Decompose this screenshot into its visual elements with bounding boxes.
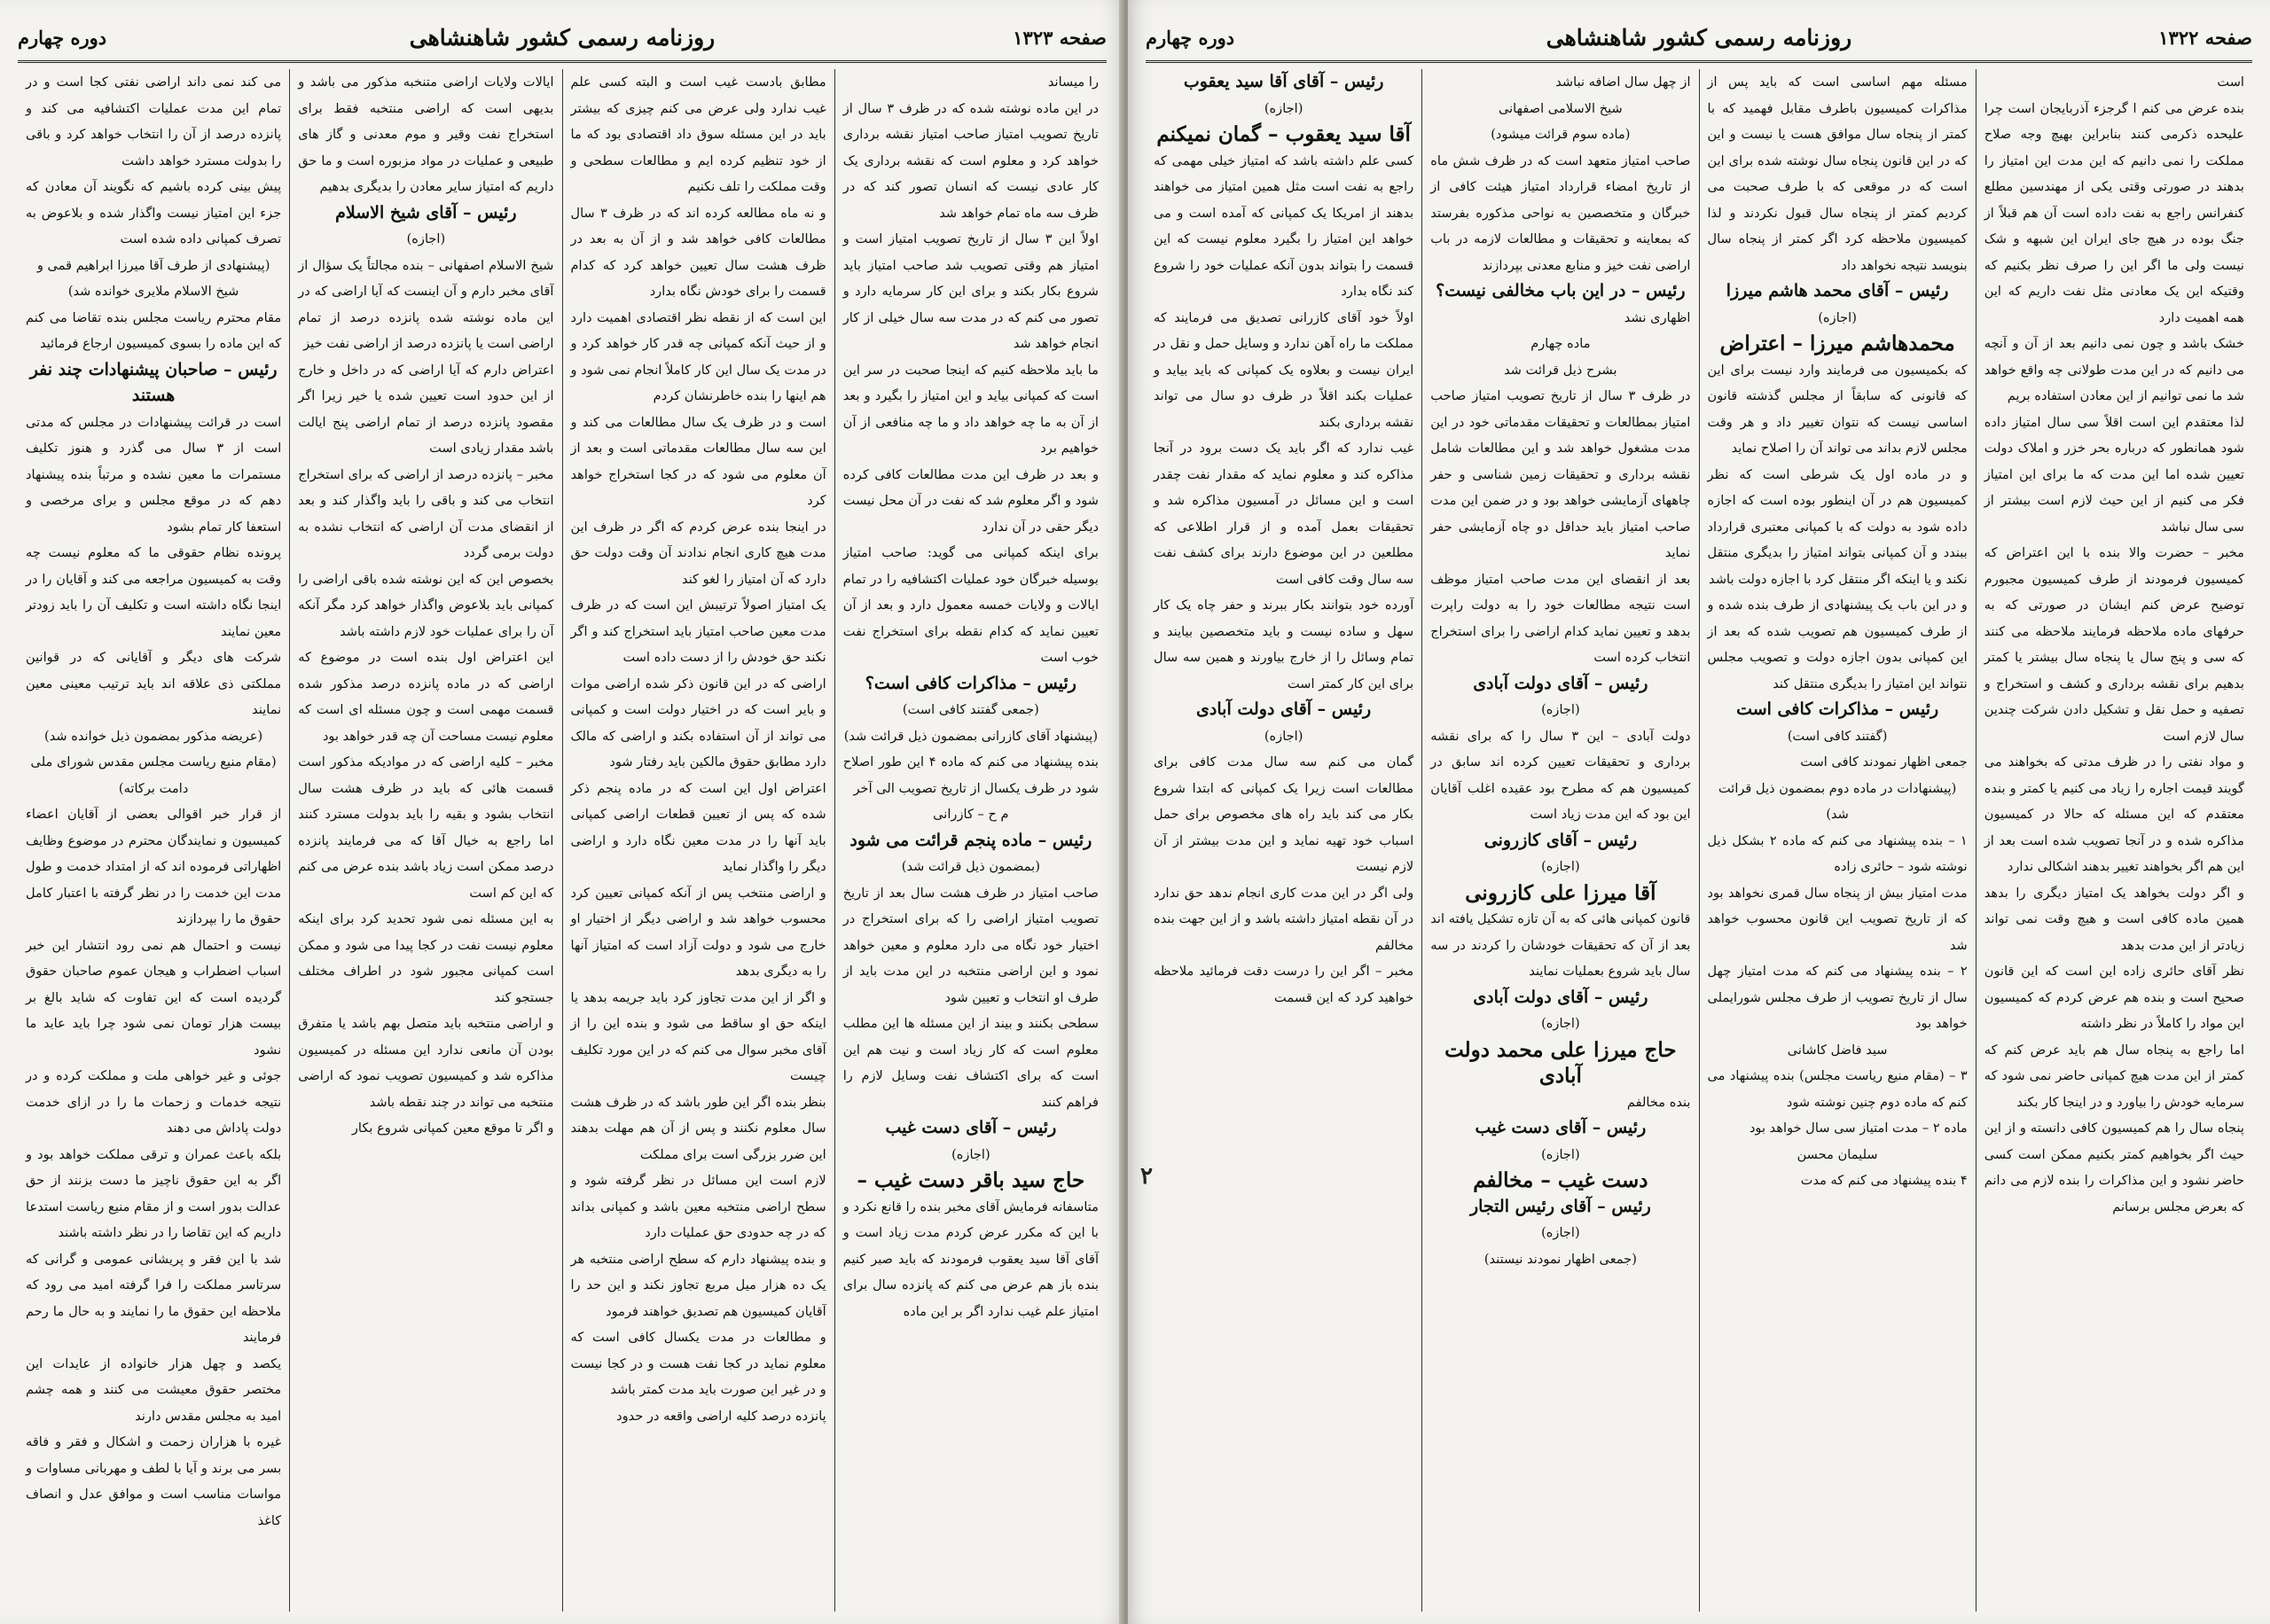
speaker-heading: رئیس – آقای دست غیب bbox=[1475, 1118, 1647, 1137]
paragraph: خشک باشد و چون نمی دانیم بعد از آن و آنچه می دانیم که در این مدت طولانی چه واقع خواهد شد ما نمی توانیم از این معادن استفاده بریم bbox=[1984, 336, 2244, 403]
paragraph: نظر آقای حائری زاده این است که این قانون صحیح است و بنده هم عرض کردم که کمیسیون این مواد را کاملاً در نظر داشته bbox=[1984, 964, 2244, 1031]
speaker-heading: رئیس – آقای دست غیب bbox=[885, 1118, 1057, 1137]
paragraph: در ظرف ۳ سال از تاریخ تصویب امتیاز صاحب امتیاز بمطالعات و تحقیقات مقدماتی خود در این مدت مشغول خواهد شد و این مطالعات شامل نقشه برداری و تحقیقات زمین شناسی و حفر چاههای آزمایشی خواهد بود و در ضمن این مدت صاحب امتیاز باید حداقل دو چاه آزمایشی حفر نماید bbox=[1430, 388, 1691, 560]
paragraph: بعد از انقضای این مدت صاحب امتیاز موظف است نتیجه مطالعات خود را به دولت راپرت بدهد و تعیین نماید کدام اراضی را برای استخراج انتخاب کرده است bbox=[1430, 571, 1691, 665]
paragraph: و در این باب یک پیشنهادی از طرف بنده شده و از طرف کمیسیون هم تصویب شده که بعد از این کمپانی بدون اجازه دولت و تصویب مجلس نتواند این امتیاز را بدیگری منتقل کند bbox=[1707, 597, 1968, 691]
left-page-column bbox=[290, 69, 562, 1612]
signature-line: م ح – کازرانی bbox=[933, 807, 1009, 822]
paragraph: آورده خود بتوانند بکار ببرند و حفر چاه یک کار سهل و ساده نیست و باید متخصصین بیایند و تمام وسائل را از خارج بیاورند و همین سه سال برای این کار کمتر است bbox=[1154, 597, 1414, 691]
parenthetical-note: (جمعی گفتند کافی است) bbox=[902, 702, 1039, 717]
paragraph: و اراضی منتخبه باید متصل بهم باشد یا متفرق بودن آن مانعی ندارد این مسئله در کمیسیون مذاکره شد و کمیسیون تصویب نمود که اراضی منتخبه می تواند در چند نقطه باشد bbox=[298, 1016, 554, 1110]
paragraph: پنجاه سال را هم کمیسیون کافی دانسته و از این حیث اگر بخواهیم کمتر بکنیم ممکن است کسی حاضر نشود و این مذاکرات را بنده لازم می دانم که بعرض مجلس برسانم bbox=[1984, 1120, 2244, 1214]
speaker-heading: رئیس – آقای آقا سید یعقوب bbox=[1183, 72, 1384, 91]
paragraph: اظهاری نشد bbox=[1624, 309, 1691, 325]
paragraph: در این ماده نوشته شده که در ظرف ۳ سال از تاریخ تصویب امتیاز صاحب امتیاز نقشه برداری خواهد کرد و معلوم است که نقشه برداری یک کار عادی نیست که انسان تصور کند که در ظرف سه ماه تمام خواهد شد bbox=[842, 100, 1099, 221]
paragraph: بنظر بنده اگر این طور باشد که در ظرف هشت سال معلوم نکنند و پس از آن هم مهلت بدهند این ضرر بزرگی است برای مملکت bbox=[570, 1094, 826, 1162]
paragraph: و اراضی منتخب پس از آنکه کمپانی تعیین کرد محسوب خواهد شد و اراضی دیگر از اختیار او خارج می شود و دولت آزاد است که امتیاز آنها را به دیگری بدهد bbox=[570, 885, 826, 979]
speaker-heading: آقا سید یعقوب – گمان نمیکنم bbox=[1156, 122, 1411, 146]
paragraph: و مواد نفتی را در ظرف مدتی که بخواهند می گویند قیمت اجاره را زیاد می کنیم یا کمتر و بنده معتقدم که این مسئله که حالا در کمیسیون مذاکره شده و در آنجا تصویب شده است بعد از این هم اگر بخواهند تغییر بدهند اشکالی ندارد bbox=[1984, 754, 2244, 874]
left-page-column bbox=[835, 69, 1107, 1612]
right-page-label: صفحه ۱۳۲۲ bbox=[2158, 27, 2252, 49]
paragraph: غیب ندارد که اگر باید یک دست برود در آنجا مذاکره کند و معلوم نماید که مقدار نفت چقدر است و این مسائل در آمسیون مذاکره شد و تحقیقات بعمل آمده و از قرار اطلاعی که مطلعین در این موضوع دارند برای کشف نفت سه سال وقت کافی است bbox=[1154, 441, 1414, 587]
speaker-heading: رئیس – مذاکرات کافی است bbox=[1736, 699, 1939, 719]
paragraph: و اگر از این مدت تجاوز کرد باید جریمه بدهد یا اینکه حق او ساقط می شود و بنده این را از آقای مخبر سوال می کنم که در این مورد تکلیف چیست bbox=[570, 989, 826, 1083]
speaker-heading: حاج سید باقر دست غیب – bbox=[857, 1168, 1085, 1192]
paragraph: صاحب امتیاز متعهد است که در ظرف شش ماه از تاریخ امضاء قرارداد امتیاز هیئت کافی از خبرگان و متخصصین به نواحی مذکوره بفرستد که بمعاینه و تحقیقات و مطالعات لازمه در باب اراضی نفت خیز و منابع معدنی بپردازند bbox=[1430, 152, 1691, 273]
right-page-header bbox=[1146, 20, 2252, 63]
paragraph: نیست و احتمال هم نمی رود انتشار این خبر اسباب اضطراب و هیجان عموم صاحبان حقوق گردیده است که این تفاوت که شاید بالغ بر بیست هزار تومان نمی شود چرا باید عاید ما نشود bbox=[26, 937, 282, 1058]
paragraph: ما باید ملاحظه کنیم که اینجا صحبت در سر این است که کمپانی بیاید و این امتیاز را بگیرد و بعد از آن به ما چه خواهد داد و ما چه منافعی از آن خواهیم برد bbox=[842, 362, 1099, 456]
speaker-heading: رئیس – در این باب مخالفی نیست؟ bbox=[1436, 281, 1686, 301]
paragraph: و نه ماه مطالعه کرده اند که در ظرف ۳ سال مطالعات کافی خواهد شد و از آن به بعد در ظرف هشت سال تعیین خواهد کرد که کدام قسمت را برای خودش نگاه بدارد bbox=[570, 205, 826, 299]
paragraph: متاسفانه فرمایش آقای مخبر بنده را قانع نکرد و با این که مکرر عرض کردم مدت زیاد است و آقای آقا سید یعقوب فرمودند که باید صبر کنیم بنده باز هم عرض می کنم که پانزده سال برای امتیاز علم غیب ندارد اگر بر این ماده bbox=[842, 1198, 1099, 1319]
speaker-heading: رئیس – آقای رئیس التجار bbox=[1469, 1196, 1651, 1216]
paragraph: در اینجا بنده عرض کردم که اگر در ظرف این مدت هیچ کاری انجام ندادند آن وقت دولت حق دارد که آن امتیاز را لغو کند bbox=[570, 519, 826, 587]
paragraph: یک امتیاز اصولاً ترتیبش این است که در ظرف مدت معین صاحب امتیاز باید استخراج کند و اگر نکند حق خودش را از دست داده است bbox=[570, 597, 826, 665]
paragraph: مطابق بادست غیب است و البته کسی علم غیب ندارد ولی عرض می کنم چیزی که بیشتر باید در این مسئله سوق داد اقتصادی بود که ما از خود تنظیم کرده ایم و مطالعات سطحی و وقت مملکت را تلف نکنیم bbox=[570, 74, 826, 194]
paragraph: قانون کمپانی هائی که به آن تازه تشکیل یافته اند بعد از آن که تحقیقات خودشان را کردند در سه سال باید شروع بعملیات نمایند bbox=[1430, 911, 1691, 979]
paragraph: کسی علم داشته باشد که امتیاز خیلی مهمی که راجع به نفت است مثل همین امتیاز می خواهند بدهند از امریکا یک کمپانی که آمده است و می خواهد این امتیاز را بگیرد معلوم نیست که این قسمت را بتواند بدون آنکه عملیات خود را شروع کند نگاه بدارد bbox=[1154, 152, 1414, 299]
left-page-column bbox=[18, 69, 290, 1612]
parenthetical-note: (اجازه) bbox=[1541, 702, 1580, 717]
signature-line: ماده چهارم bbox=[1530, 336, 1591, 351]
speaker-heading: رئیس – آقای دولت آبادی bbox=[1473, 987, 1648, 1007]
paragraph: است در قرائت پیشنهادات در مجلس که مدتی است از ۳ سال می گذرد و هنوز تکلیف مستمرات ما معین نشده و مرتباً بنده پیشنهاد دهم که در موقع مجلس و برای مرخصی و استعفا کار تمام بشود bbox=[26, 414, 282, 535]
paragraph: مخبر – پانزده درصد از اراضی که برای استخراج انتخاب می کند و باقی را باید واگذار کند و بعد از انقضای مدت آن اراضی که انتخاب نشده به دولت برمی گردد bbox=[298, 466, 554, 560]
left-page-header bbox=[18, 20, 1107, 63]
paragraph: اعتراض اول این است که در ماده پنجم ذکر شده که پس از تعیین قطعات اراضی کمپانی باید آنها را در مدت معین نگاه دارد و اراضی دیگر را واگذار نماید bbox=[570, 780, 826, 874]
right-page-column bbox=[1976, 69, 2252, 1612]
parenthetical-note: (پیشنهادات در ماده دوم بمضمون ذیل قرائت شد) bbox=[1718, 780, 1957, 822]
right-page-column bbox=[1700, 69, 1976, 1612]
paragraph: مخبر – حضرت والا بنده با این اعتراض که کمیسیون فرمودند از طرف کمیسیون مجبورم توضیح عرض کنم ایشان در صورتی که به حرفهای ماده ملاحظه فرمایند ملاحظه می کنند که سی و پنج سال یا پنجاه سال بیشتر یا کمتر بدهیم برای نقشه برداری و کشف و استخراج و تصفیه و حمل نقل و تشکیل دادن شرکت چندین سال لازم است bbox=[1984, 545, 2244, 744]
paragraph: اراضی که در این قانون ذکر شده اراضی موات و بایر است که در اختیار دولت است و کمپانی می تواند از آن استفاده بکند و اراضی که مالک دارد مطابق حقوق مالکین باید رفتار شود bbox=[570, 675, 826, 769]
paragraph: گمان می کنم سه سال مدت کافی برای مطالعات است زیرا یک کمپانی که ابتدا شروع بکار می کند باید راه های مخصوص برای حمل اسباب خود تهیه نماید و این مدت بیشتر از آن لازم نیست bbox=[1154, 754, 1414, 874]
paragraph: برای اینکه کمپانی می گوید: صاحب امتیاز بوسیله خبرگان خود عملیات اکتشافیه را در تمام ایالات و ولایات خمسه معمول دارد و بعد از آن تعیین نماید که کدام نقطه برای استخراج نفت خوب است bbox=[842, 545, 1099, 665]
paragraph: و بنده پیشنهاد دارم که سطح اراضی منتخبه هر یک ده هزار میل مربع تجاوز نکند و این حد را آقایان کمیسیون هم تصدیق خواهند فرمود bbox=[570, 1251, 826, 1319]
paragraph: ۴ بنده پیشنهاد می کنم که مدت bbox=[1800, 1173, 1968, 1188]
speaker-heading: رئیس – آقای کازرونی bbox=[1483, 830, 1638, 850]
paragraph: بخصوص این که این نوشته شده باقی اراضی را کمپانی باید بلاعوض واگذار خواهد کرد مگر آنکه آن را برای عملیات خود لازم داشته باشد bbox=[298, 571, 554, 639]
left-page-period: دوره چهارم bbox=[18, 27, 107, 49]
paragraph: و بعد در ظرف این مدت مطالعات کافی کرده شود و اگر معلوم شد که نفت در آن محل نیست دیگر حقی در آن ندارد bbox=[842, 466, 1099, 535]
left-page bbox=[0, 0, 1124, 1624]
paragraph: شرکت های دیگر و آقایانی که در قوانین مملکتی ذی علاقه اند باید ترتیب معینی معین نمایند bbox=[26, 650, 282, 717]
parenthetical-note: (اجازه) bbox=[406, 231, 446, 246]
left-page-title: روزنامه رسمی کشور شاهنشاهی bbox=[409, 25, 716, 51]
paragraph: و در ماده اول یک شرطی است که نظر کمیسیون هم در آن اینطور بوده است که اجازه داده شود به دولت که با کمپانی معتبری قرارداد ببندد و آن کمپانی بتواند امتیاز را بدیگری منتقل نکند و یا اینکه اگر منتقل کرد با اجازه دولت باشد bbox=[1707, 466, 1968, 587]
paragraph: مسئله مهم اساسی است که باید پس از مذاکرات کمیسیون باطرف مقابل فهمید که با کمتر از پنجاه سال موافق هست یا نیست و این که در این قانون پنجاه سال نوشته شده برای این است که در موقعی که با طرف صحبت می کردیم کمتر از پنجاه سال قبول نکردند و لذا کمیسیون ملاحظه کرد اگر کمتر از پنجاه سال بنویسد نتیجه نخواهد داد bbox=[1707, 74, 1968, 273]
paragraph: مدت امتیاز بیش از پنجاه سال قمری نخواهد بود که از تاریخ تصویب این قانون محسوب خواهد شد bbox=[1707, 885, 1968, 953]
paragraph: این است که از نقطه نظر اقتصادی اهمیت دارد و از حیث آنکه کمپانی چه قدر کار خواهد کرد و در مدت یک سال این کار کاملاً انجام نمی شود و هم اینها را بنده خاطرنشان کردم bbox=[570, 309, 826, 403]
right-page-period: دوره چهارم bbox=[1146, 27, 1235, 49]
parenthetical-note: (اجازه) bbox=[1541, 859, 1580, 874]
parenthetical-note: (ماده سوم قرائت میشود) bbox=[1491, 127, 1631, 142]
parenthetical-note: (اجازه) bbox=[1541, 1016, 1580, 1031]
parenthetical-note: (اجازه) bbox=[1541, 1146, 1580, 1162]
right-page-column bbox=[1146, 69, 1422, 1612]
paragraph: ماده ۲ – مدت امتیاز سی سال خواهد بود bbox=[1749, 1120, 1968, 1136]
paragraph: از قرار خبر اقوالی بعضی از آقایان اعضاء کمیسیون و نمایندگان محترم در موضوع وظایف اظهاراتی فرموده اند که از امتداد خدمت و طول مدت این خدمت را در نظر گرفته با اعتبار کامل حقوق ما را بپردازند bbox=[26, 807, 282, 926]
paragraph: شیخ الاسلام اصفهانی – بنده مجالتاً یک سؤال از آقای مخبر دارم و آن اینست که آیا اراضی که در این ماده نوشته شده پانزده درصد از تمام اراضی است یا پانزده درصد از اراضی نفت خیز bbox=[298, 257, 554, 351]
paragraph: ۳ – (مقام منیع ریاست مجلس) بنده پیشنهاد می کنم که ماده دوم چنین نوشته شود bbox=[1707, 1068, 1968, 1110]
speaker-heading: آقا میرزا علی کازرونی bbox=[1465, 880, 1656, 905]
paragraph: جوئی و غیر خواهی ملت و مملکت کرده و در نتیجه خدمات و زحمات ما را در ازای خدمت دولت پاداش می دهند bbox=[26, 1068, 282, 1136]
paragraph: ولی اگر در این مدت کاری انجام ندهد حق ندارد در آن نقطه امتیاز داشته باشد و از این جهت بنده مخالفم bbox=[1154, 885, 1414, 953]
paragraph: که بکمیسیون می فرمایند وارد نیست برای این که قانونی که سابقاً از مجلس گذشته قانون اساسی نیست که نتوان تغییر داد و هر وقت مجلس لازم بداند می تواند آن را اصلاح نماید bbox=[1707, 362, 1968, 456]
paragraph: می کند نمی داند اراضی نفتی کجا است و در تمام این مدت عملیات اکتشافیه می کند و پانزده درصد از آن را انتخاب خواهد کرد و باقی را بدولت مسترد خواهد داشت bbox=[26, 74, 282, 168]
speaker-heading: حاج میرزا علی محمد دولت آبادی bbox=[1444, 1037, 1677, 1088]
paragraph: است bbox=[2217, 74, 2244, 90]
margin-mark: ۲ bbox=[1140, 1163, 1153, 1190]
left-page-column bbox=[563, 69, 835, 1612]
paragraph: مقام محترم ریاست مجلس بنده تقاضا می کنم که این ماده را بسوی کمیسیون ارجاع فرمائید bbox=[26, 309, 282, 351]
right-page-title: روزنامه رسمی کشور شاهنشاهی bbox=[1546, 25, 1852, 51]
paragraph: مخبر – اگر این را درست دقت فرمائید ملاحظه خواهید کرد که این قسمت bbox=[1154, 964, 1414, 1005]
parenthetical-note: (مقام منیع ریاست مجلس مقدس شورای ملی دامت برکاته) bbox=[30, 754, 277, 796]
speaker-heading: دست غیب – مخالفم bbox=[1473, 1168, 1648, 1192]
paragraph: صاحب امتیاز در ظرف هشت سال بعد از تاریخ تصویب امتیاز اراضی را که برای استخراج در اختیار خود نگاه می دارد معلوم و معین خواهد نمود و این اراضی منتخبه در این مدت باید از طرف او انتخاب و تعیین شود bbox=[842, 885, 1099, 1005]
parenthetical-note: (پیشنهادی از طرف آقا میرزا ابراهیم قمی و شیخ الاسلام ملایری خوانده شد) bbox=[36, 257, 270, 299]
parenthetical-note: (اجازه) bbox=[951, 1146, 990, 1162]
speaker-heading: رئیس – آقای دولت آبادی bbox=[1473, 673, 1648, 693]
paragraph: بنده پیشنهاد می کنم که ماده ۴ این طور اصلاح شود در ظرف یکسال از تاریخ تصویب الی آخر bbox=[842, 754, 1099, 796]
speaker-heading: رئیس – صاحبان پیشنهادات چند نفر هستند bbox=[29, 359, 278, 405]
paragraph: و مطالعات در مدت یکسال کافی است که معلوم نماید در کجا نفت هست و در کجا نیست و در غیر این صورت باید مدت کمتر باشد bbox=[570, 1330, 826, 1397]
paragraph: اعتراض دارم که آیا اراضی که در داخل و خارج از این حدود است تعیین شده یا خیر زیرا اگر مقصود پانزده درصد از تمام اراضی پنج ایالت باشد مقدار زیادی است bbox=[298, 362, 554, 456]
paragraph: ۲ – بنده پیشنهاد می کنم که مدت امتیاز چهل سال از تاریخ تصویب از طرف مجلس شورایملی خواهد بود bbox=[1707, 964, 1968, 1031]
paragraph: از چهل سال اضافه نباشد bbox=[1555, 74, 1691, 90]
paragraph: پانزده درصد کلیه اراضی واقعه در حدود bbox=[616, 1408, 826, 1424]
parenthetical-note: بشرح ذیل قرائت شد bbox=[1504, 362, 1617, 378]
paragraph: اولاً این ۳ سال از تاریخ تصویب امتیاز است و امتیاز هم وقتی تصویب شد صاحب امتیاز باید شروع بکار بکند و برای این کار سرمایه دارد و تصور می کنم که در مدت سه سال خیلی از کار انجام خواهد شد bbox=[842, 231, 1100, 351]
paragraph: بلکه باعث عمران و ترقی مملکت خواهد بود و اگر به این حقوق ناچیز ما دست بزنند از حق عدالت بدور است و از مقام منیع ریاست استدعا داریم که این تقاضا را در نظر داشته باشند bbox=[26, 1146, 282, 1240]
paragraph: لذا معتقدم این است اقلاً سی سال امتیاز داده شود همانطور که درباره بحر خزر و املاک دولت تعیین شده اما این مدت که ما برای این امتیاز فکر می کنیم از این حیث لازم است بیشتر از سی سال نباشد bbox=[1984, 414, 2244, 535]
speaker-heading: رئیس – آقای محمد هاشم میرزا bbox=[1726, 281, 1949, 301]
paragraph: یکصد و چهل هزار خانواده از عایدات این مختصر حقوق معیشت می کنند و همه چشم امید به مجلس مقدس دارند bbox=[26, 1355, 282, 1424]
paragraph: ۱ – بنده پیشنهاد می کنم که ماده ۲ بشکل ذیل نوشته شود – حائری زاده bbox=[1707, 832, 1968, 874]
paragraph: را میساند bbox=[1047, 74, 1099, 90]
paragraph: لازم است این مسائل در نظر گرفته شود و سطح اراضی منتخبه معین باشد و کمپانی بداند که در چه حدودی حق عملیات دارد bbox=[570, 1173, 826, 1240]
paragraph: ایالات ولایات اراضی متنخبه مذکور می باشد و بدیهی است که اراضی منتخبه فقط برای استخراج نفت وقیر و موم معدنی و گاز های طبیعی و عملیات در مواد مزبوره است و ما حق داریم که امتیاز سایر معادن را بدیگری بدهیم bbox=[298, 74, 554, 194]
parenthetical-note: (عریضه مذکور بمضمون ذیل خوانده شد) bbox=[44, 728, 263, 744]
parenthetical-note: (بمضمون ذیل قرائت شد) bbox=[901, 859, 1040, 874]
right-page-column bbox=[1422, 69, 1699, 1612]
parenthetical-note: (اجازه) bbox=[1264, 728, 1303, 744]
signature-line: سلیمان محسن bbox=[1796, 1146, 1878, 1162]
signature-line: سید فاضل کاشانی bbox=[1787, 1042, 1888, 1058]
parenthetical-note: (پیشنهاد آقای کازرانی بمضمون ذیل قرائت شد) bbox=[843, 728, 1099, 744]
left-page-columns bbox=[18, 69, 1107, 1612]
parenthetical-note: (اجازه) bbox=[1818, 309, 1857, 325]
right-page-columns bbox=[1146, 69, 2252, 1612]
paragraph: و اگر تا موقع معین کمپانی شروع بکار bbox=[351, 1120, 554, 1136]
speaker-heading: رئیس – ماده پنجم قرائت می شود bbox=[849, 830, 1092, 850]
paragraph: بنده مخالفم bbox=[1626, 1094, 1691, 1110]
parenthetical-note: (جمعی اظهار نمودند نیستند) bbox=[1483, 1251, 1637, 1267]
paragraph: است و در ظرف یک سال مطالعات می کند و این سه سال مطالعات مقدماتی است و بعد از آن معلوم می شود که در کجا استخراج خواهد کرد bbox=[570, 414, 826, 508]
paragraph: غیره با هزاران زحمت و اشکال و فقر و فاقه بسر می برند و آیا با لطف و مهربانی مساوات و مواسات مناسب است و موافق عدل و انصاف کاغذ bbox=[26, 1434, 282, 1528]
speaker-heading: رئیس – مذاکرات کافی است؟ bbox=[865, 673, 1076, 693]
parenthetical-note: (گفتند کافی است) bbox=[1787, 728, 1888, 744]
paragraph: بنده عرض می کنم ا گرجزء آذربایجان است چرا علیحده ذکرمی کنند بنابراین بهیچ وجه صلاح مملکت را نمی دانیم که این مدت این امتیاز را بدهند در صورتی وقتی یکی از مهندسین مطلع کنفرانس راجع به نفت داده است آن هم قبلاً از جنگ بوده در هیچ جای ایران این شبهه و شک نیست ولی ما اگر این را صرف نظر بکنیم که وقتیکه این یک معادنی مثل نفت داریم که این همه اهمیت دارد bbox=[1984, 100, 2244, 325]
paragraph: جمعی اظهار نمودند کافی است bbox=[1800, 754, 1968, 769]
speaker-heading: محمدهاشم میرزا – اعتراض bbox=[1719, 332, 1955, 355]
paragraph: این اعتراض اول بنده است در موضوع که اراضی که در ماده پانزده درصد مذکور شده قسمت مهمی است و چون مسئله ای است که معلوم نیست مساحت آن چه قدر خواهد بود bbox=[298, 650, 554, 744]
paragraph: مخبر – کلیه اراضی که در موادیکه مذکور است قسمت هائی که باید در ظرف هشت سال انتخاب بشود و بقیه را باید بدولت مسترد کنند اما راجع به خیال آقا که می فرمایند پانزده درصد ممکن است زیاد باشد بنده عرض می کنم که این کم است bbox=[298, 754, 554, 901]
speaker-heading: رئیس – آقای دولت آبادی bbox=[1196, 699, 1372, 719]
parenthetical-note: (اجازه) bbox=[1264, 100, 1303, 116]
parenthetical-note: (اجازه) bbox=[1541, 1225, 1580, 1240]
paragraph: پیش بینی کرده باشیم که نگویند آن معادن که جزء این امتیاز نیست واگذار شده و بلاعوض به تصرف کمپانی داده شده است bbox=[26, 179, 282, 246]
paragraph: و اگر دولت بخواهد یک امتیاز دیگری را بدهد همین ماده کافی است و هیچ وقت نمی تواند زیادتر از این مدت بدهد bbox=[1984, 885, 2244, 953]
paragraph: پرونده نظام حقوقی ما که معلوم نیست چه وقت به کمیسیون مراجعه می کند و آقایان را در اینجا نگاه داشته است و تکلیف آن را باید زودتر معین نمایند bbox=[26, 545, 282, 639]
left-page-label: صفحه ۱۳۲۳ bbox=[1013, 27, 1107, 49]
speaker-heading: رئیس – آقای شیخ الاسلام bbox=[335, 202, 517, 223]
paragraph: اولاً خود آقای کازرانی تصدیق می فرمایند که مملکت ما راه آهن ندارد و وسایل حمل و نقل در ایران نیست و بعلاوه یک کمپانی که باید بیاید و عملیات بکند اقلاً در ظرف دو سال می تواند نقشه برداری بکند bbox=[1154, 309, 1414, 430]
paragraph: دولت آبادی – این ۳ سال را که برای نقشه برداری و تحقیقات تعیین کرده اند سابق در کمیسیون هم که مطرح بود عقیده اغلب آقایان این بود که این مدت زیاد است bbox=[1430, 728, 1691, 822]
right-page bbox=[1128, 0, 2270, 1624]
paragraph: به این مسئله نمی شود تحدید کرد برای اینکه معلوم نیست نفت در کجا پیدا می شود و ممکن است کمپانی مجبور شود در اطراف مختلف جستجو کند bbox=[298, 911, 554, 1005]
paragraph: اما راجع به پنجاه سال هم باید عرض کنم که کمتر از این مدت هیچ کمپانی حاضر نمی شود که سرمایه خودش را بیاورد و در اینجا کار بکند bbox=[1984, 1042, 2244, 1110]
paragraph: سطحی بکنند و بیند از این مسئله ها این مطلب معلوم است که کار زیاد است و نیت هم این است که برای اکتشاف نفت وسایل لازم را فراهم کنند bbox=[842, 1016, 1099, 1110]
signature-line: شیخ الاسلامی اصفهانی bbox=[1498, 100, 1623, 116]
paragraph: شد با این فقر و پریشانی عمومی و گرانی که سرتاسر مملکت را فرا گرفته امید می رود که ملاحظه این حقوق ما را نمایند و به حال ما رحم فرمایند bbox=[26, 1251, 282, 1345]
